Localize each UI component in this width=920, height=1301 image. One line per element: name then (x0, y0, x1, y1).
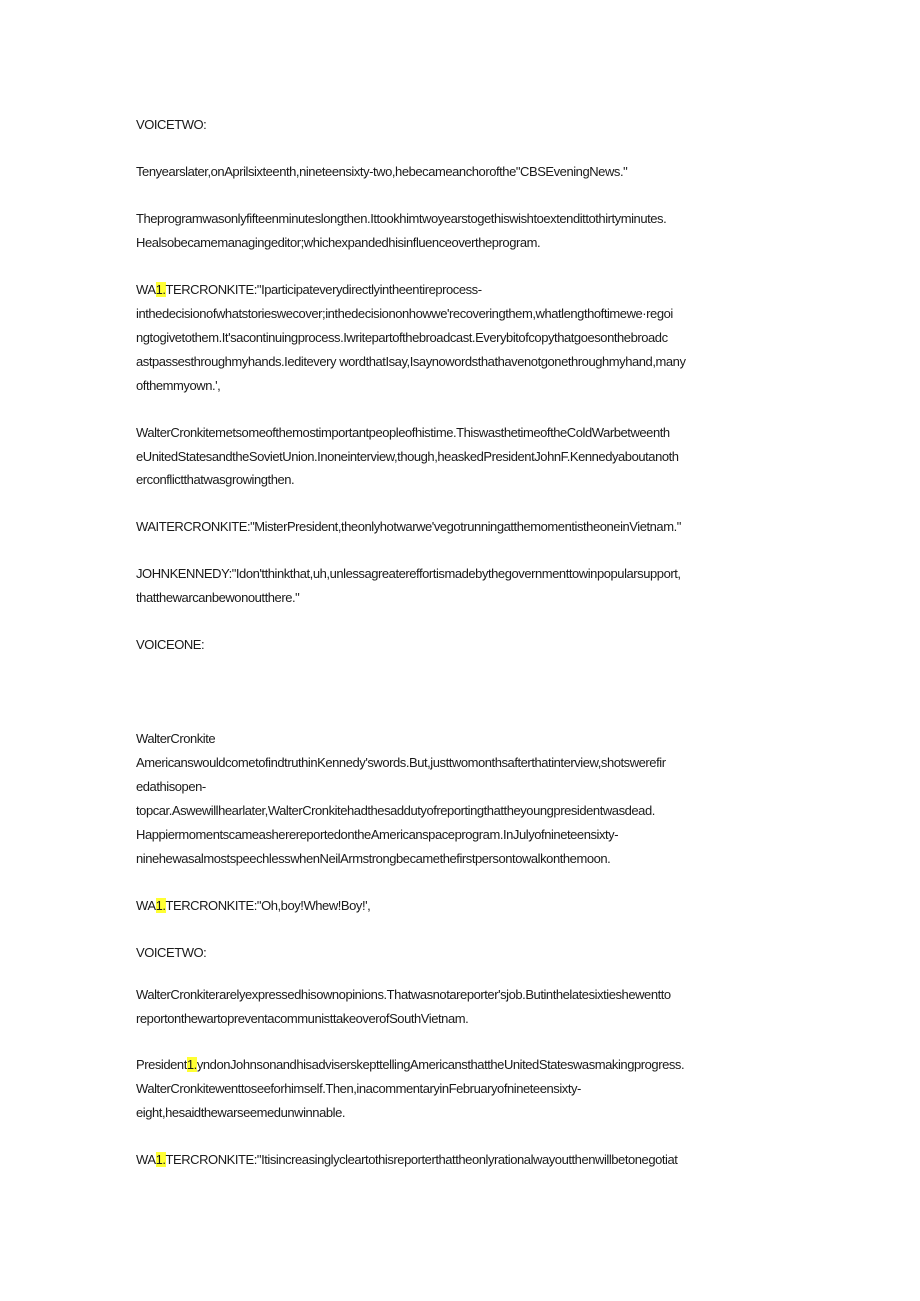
paragraph-line: ngtogivetothem.It'sacontinuingprocess.Iwritepartofthebroadcast.Everybitofcopythatgoesonthebroadc (136, 330, 668, 345)
quote-line (136, 281, 482, 299)
paragraph-line: Theprogramwasonlyfifteenminuteslongthen.Ittookhimtwoyearstogethiswishtoextendittothirtyminutes. (136, 211, 667, 226)
paragraph-line: ofthemmyown.', (136, 378, 221, 393)
line-prefix: WA (136, 898, 156, 913)
paragraph-line: Healsobecamemanagingeditor;whichexpandedhisinfluenceovertheprogram. (136, 235, 541, 250)
paragraph-line: eight,hesaidthewarseemedunwinnable. (136, 1105, 346, 1120)
quote-line (136, 897, 370, 915)
line-suffix: TERCRONKITE:"Iparticipateverydirectlyintheentireprocess- (165, 282, 482, 297)
paragraph-line: topcar.Aswewillhearlater,WalterCronkitehadthesaddutyofreportingthattheyoungpresidentwasdead. (136, 803, 655, 818)
paragraph-line: inthedecisionofwhatstorieswecover;inthedecisiononhowwe'recoveringthem,whatlengthoftimewe·regoi (136, 306, 673, 321)
paragraph-line: WalterCronkiterarelyexpressedhisownopinions.Thatwasnotareporter'sjob.Butinthelatesixtieshewentto (136, 987, 671, 1002)
quote-line: JOHNKENNEDY:"Idon'tthinkthat,uh,unlessagreatereffortismadebythegovernmenttowinpopularsupport, (136, 566, 681, 581)
paragraph-line: reportonthewartopreventacommunisttakeoverofSouthVietnam. (136, 1011, 469, 1026)
paragraph-line: WalterCronkitemetsomeofthemostimportantpeopleofhistime.ThiswasthetimeoftheColdWarbetweenth (136, 425, 670, 440)
line-prefix: WA (136, 282, 156, 297)
line-prefix: WA (136, 1152, 156, 1167)
paragraph-line: ninehewasalmostspeechlesswhenNeilArmstrongbecamethefirstpersontowalkonthemoon. (136, 851, 611, 866)
highlight-mark: 1. (186, 1057, 197, 1072)
quote-line: WAITERCRONKITE:"MisterPresident,theonlyhotwarwe'vegotrunningatthemomentistheoneinVietnam." (136, 519, 681, 534)
paragraph-line: astpassesthroughmyhands.Ieditevery wordthatIsay,Isaynowordsthathavenotgonethroughmyhand,many (136, 354, 686, 369)
paragraph-line: AmericanswouldcometofindtruthinKennedy'swords.But,justtwomonthsafterthatinterview,shotswerefir (136, 755, 666, 770)
line-suffix: TERCRONKITE:"Oh,boy!Whew!Boy!', (165, 898, 371, 913)
paragraph-line: erconflictthatwasgrowingthen. (136, 472, 295, 487)
highlight-mark: 1. (155, 282, 166, 297)
paragraph-line: WalterCronkite (136, 731, 216, 746)
quote-line (136, 1151, 677, 1169)
paragraph-line: WalterCronkitewenttoseeforhimself.Then,inacommentaryinFebruaryofnineteensixty- (136, 1081, 581, 1096)
line-prefix: President (136, 1057, 187, 1072)
paragraph-line: edathisopen- (136, 779, 206, 794)
line-suffix: TERCRONKITE:"Itisincreasinglycleartothisreporterthattheonlyrationalwayoutthenwillbetonegotiat (165, 1152, 678, 1167)
highlight-mark: 1. (155, 1152, 166, 1167)
paragraph-line: HappiermomentscameasherereportedontheAmericanspaceprogram.InJulyofnineteensixty- (136, 827, 619, 842)
paragraph-line: thatthewarcanbewonoutthere." (136, 590, 300, 605)
speaker-heading: VOICETWO: (136, 945, 207, 960)
paragraph-line (136, 1056, 684, 1074)
speaker-heading: VOICEONE: (136, 637, 205, 652)
line-suffix: yndonJohnsonandhisadviserskepttellingAmericansthattheUnitedStateswasmakingprogress. (196, 1057, 685, 1072)
paragraph-line: Tenyearslater,onAprilsixteenth,nineteensixty-two,hebecameanchorofthe"CBSEveningNews." (136, 164, 628, 179)
speaker-heading: VOICETWO: (136, 117, 207, 132)
paragraph-line: eUnitedStatesandtheSovietUnion.Inoneinterview,though,heaskedPresidentJohnF.Kennedyaboutanoth (136, 449, 679, 464)
highlight-mark: 1. (155, 898, 166, 913)
